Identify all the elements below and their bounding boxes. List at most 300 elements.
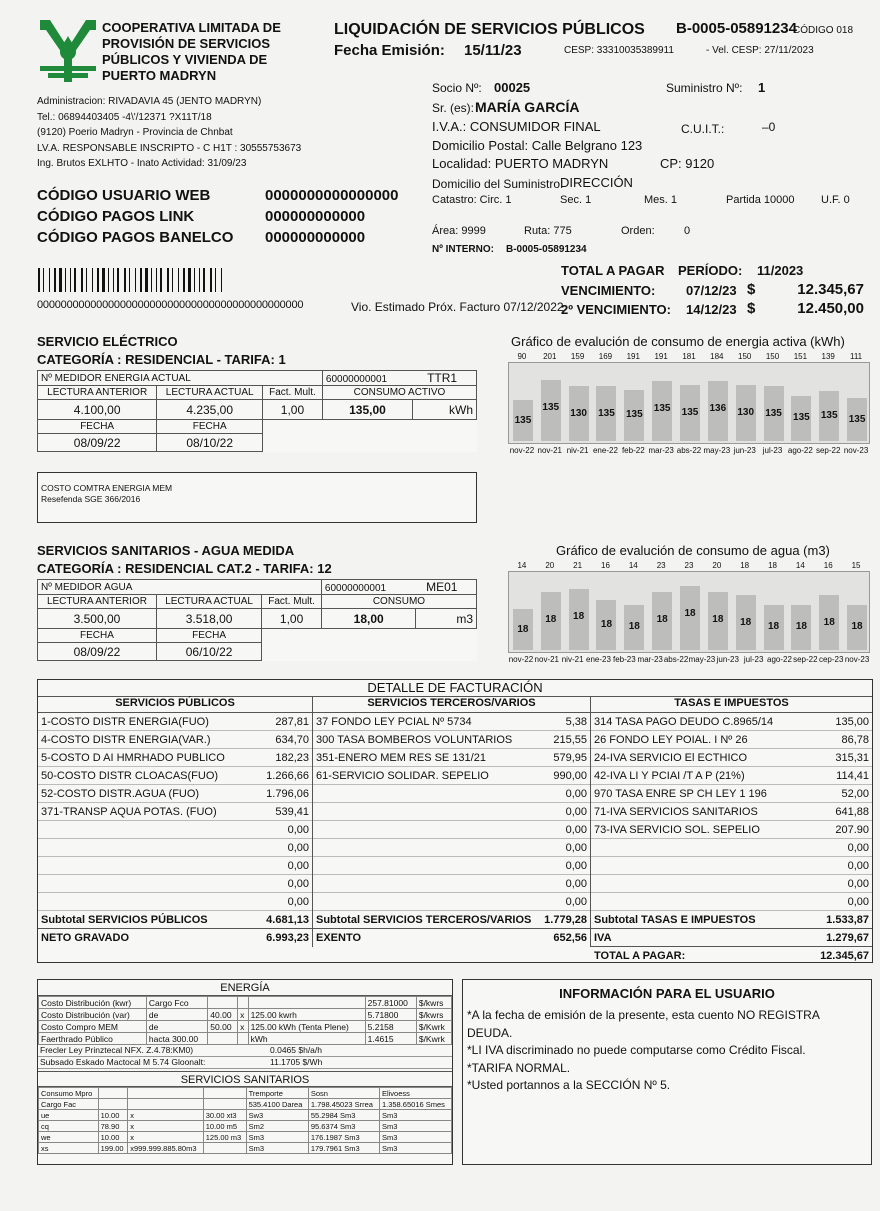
line-item-amount: 182,23 [275, 751, 309, 764]
barcode-bar [167, 268, 169, 292]
chart-top-label: 20 [712, 561, 722, 570]
barcode-bar [108, 268, 109, 292]
line-item-amount: 641,88 [835, 805, 869, 818]
chart-top-label: 191 [626, 352, 640, 361]
barcode-bar [156, 268, 157, 292]
line-item-amount: 315,31 [835, 751, 869, 764]
billing-line-item [313, 875, 590, 893]
sanitary-row [39, 1121, 452, 1132]
chart-x-tick-label: nov-21 [534, 655, 560, 664]
line-item-amount: 0,00 [565, 787, 587, 800]
chart-bar-value: 135 [681, 406, 699, 418]
billing-line-item [591, 713, 872, 731]
sanitary-cell: 10.00 [98, 1132, 128, 1143]
currency-2: $ [747, 300, 756, 317]
sanitary-cell: Sm3 [246, 1143, 308, 1154]
chart-top-label: 90 [517, 352, 527, 361]
billing-line-item [313, 713, 590, 731]
catastro-section: Sec. 1 [560, 194, 592, 206]
chart-bar-value: 18 [656, 613, 668, 625]
chart-bar-value: 18 [628, 621, 640, 633]
sanitary-cell: Sm3 [379, 1143, 451, 1154]
total-to-pay-label: TOTAL A PAGAR [561, 263, 665, 278]
tariff-extra-label: Subsado Eskado Mactocal M 5.74 Gloonalt: [40, 1057, 206, 1067]
line-item-amount: 0,00 [287, 841, 309, 854]
tariff-row [39, 997, 452, 1009]
line-item-amount: 135,00 [835, 715, 869, 728]
barcode-bar [210, 268, 212, 292]
line-item-amount: 0,00 [565, 877, 587, 890]
sanitary-cell: we [39, 1132, 99, 1143]
barcode-number: 000000000000000000000000000000000000000000000 [37, 299, 304, 311]
sanitary-header-cell [98, 1088, 128, 1099]
sanitary-cell: 125.00 m3 [203, 1132, 246, 1143]
public-services-subtotal: Subtotal SERVICIOS PÚBLICOS 4.681,13 [38, 911, 312, 929]
due-amount-2: 12.450,00 [797, 300, 864, 317]
sanitary-row [39, 1143, 452, 1154]
tariff-row [39, 1009, 452, 1021]
third-party-subtotal: Subtotal SERVICIOS TERCEROS/VARIOS 1.779,28 [313, 911, 590, 929]
socio-label: Socio Nº: [432, 81, 482, 95]
line-item-amount: 0,00 [287, 895, 309, 908]
chart-bar-value: 18 [795, 621, 807, 633]
energy-extra-lines [38, 1045, 452, 1069]
sanitary-cell: Sm2 [246, 1121, 308, 1132]
chart-x-tick-label: sep-22 [793, 655, 818, 664]
barcode-bar [49, 268, 50, 292]
user-info-lines: *A la fecha de emisión de la presente, esta cuento NO REGISTRA DEUDA. *LI IVA discriminado no puede computarse como Crédito Fiscal. *TARIFA NORMAL. *Usted portannos a la SECCIÓN Nº 5. [467, 1008, 820, 1092]
sanitary-row [39, 1110, 452, 1121]
chart-bar-value: 135 [765, 407, 782, 419]
sanitary-cell [98, 1099, 128, 1110]
payment-barcode [38, 268, 228, 292]
tariff-cell: 5.71800 [365, 1009, 416, 1021]
chart-bar-value: 18 [851, 621, 863, 633]
tariff-cell [238, 1033, 248, 1045]
chart-x-tick-label: nov-23 [844, 655, 870, 664]
ruta: Ruta: 775 [524, 225, 572, 237]
line-item-concept: 1-COSTO DISTR ENERGIA(FUO) [41, 715, 209, 728]
sanitary-cell: Cargo Fac [39, 1099, 99, 1110]
water-meter-table: Nº MEDIDOR AGUA 60000000001 ME01 LECTURA ANTERIOR LECTURA ACTUAL Fact. Mult. CONSUMO 3.500,00 3.518,00 1,00 18,00 m3 FECHA FECHA 08/09/22 06/10/22 [37, 579, 477, 661]
chart-top-label: 150 [765, 352, 780, 361]
cuit-value: –0 [762, 120, 776, 134]
cesp-expiry: - Vel. CESP: 27/11/2023 [706, 45, 814, 56]
sanitary-cell: Sm3 [246, 1132, 308, 1143]
sanitary-cell: 78.90 [98, 1121, 128, 1132]
sanitary-cell: x999.999.885.80m3 [128, 1143, 204, 1154]
chart-x-tick-label: may-23 [703, 446, 731, 455]
sanitary-cell: 95.6374 Sm3 [308, 1121, 379, 1132]
line-item-amount: 0,00 [565, 859, 587, 872]
chart-bar-value: 135 [598, 407, 615, 419]
billing-line-item [591, 839, 872, 857]
barcode-bar [188, 268, 191, 292]
billing-line-item [38, 821, 312, 839]
chart-bar-value: 135 [820, 410, 838, 422]
billing-line-item [591, 803, 872, 821]
billing-line-item [313, 785, 590, 803]
sanitary-cell: 30.00 xt3 [203, 1110, 246, 1121]
chart-x-tick-label: nov-22 [508, 655, 534, 664]
line-item-amount: 0,00 [847, 895, 869, 908]
invoice-code: CÓDIGO 018 [793, 25, 854, 36]
line-item-amount: 0,00 [565, 895, 587, 908]
barcode-bar [113, 268, 114, 292]
chart-bar-value: 18 [767, 621, 780, 633]
tariff-cell [248, 997, 365, 1009]
sanitary-cell: Sm3 [379, 1121, 451, 1132]
sanitary-tariff-title: SERVICIOS SANITARIOS [38, 1071, 452, 1087]
barcode-bar [92, 268, 93, 292]
chart-bar-value: 135 [793, 412, 810, 424]
energy-tariff-table [38, 996, 452, 1045]
line-item-concept: 371-TRANSP AQUA POTAS. (FUO) [41, 805, 217, 818]
tariff-cell: Faerthrado Público [39, 1033, 147, 1045]
chart-x-tick-label: abs-22 [676, 446, 702, 455]
due-amount-1: 12.345,67 [797, 281, 864, 298]
chart-top-label: 159 [570, 352, 585, 361]
line-item-concept: 26 FONDO LEY POIAL. I Nº 26 [594, 733, 748, 746]
line-item-concept: 61-SERVICIO SOLIDAR. SEPELIO [316, 769, 489, 782]
tariff-cell: Cargo Fco [146, 997, 207, 1009]
line-item-amount: 539,41 [275, 805, 309, 818]
sanitary-cell: xs [39, 1143, 99, 1154]
supply-address-label: Domicilio del Suministro: [432, 177, 564, 191]
chart-bar-value: 130 [737, 406, 755, 418]
barcode-bar [86, 268, 87, 292]
postal-code: CP: 9120 [660, 156, 715, 171]
tariff-row [39, 1033, 452, 1045]
energy-tariff-title: ENERGÍA [38, 980, 452, 996]
cuit-label: C.U.I.T.: [681, 122, 725, 136]
chart-bar-value: 18 [517, 623, 529, 635]
sanitary-cell [128, 1099, 204, 1110]
sanitary-cell: 535.4100 Darea [246, 1099, 308, 1110]
energy-chart-x-labels [508, 446, 870, 458]
chart-bar-value: 135 [653, 403, 671, 415]
barcode-bar [97, 268, 99, 292]
tariff-cell: x [238, 1009, 248, 1021]
chart-x-tick-label: nov-22 [509, 446, 535, 455]
payment-codes: CÓDIGO USUARIO WEB 0000000000000000 CÓDIGO PAGOS LINK 000000000000 CÓDIGO PAGOS BANELCO 000000000000 [37, 187, 399, 246]
user-info-box [462, 979, 872, 1165]
currency-1: $ [747, 281, 756, 298]
chart-bar-value: 135 [542, 402, 560, 414]
line-item-concept: 37 FONDO LEY PCIAL Nº 5734 [316, 715, 472, 728]
iva-condition: I.V.A.: CONSUMIDOR FINAL [432, 119, 601, 134]
tariff-cell: $/Kwrk [416, 1021, 451, 1033]
billing-line-item [591, 893, 872, 911]
sanitary-cell: ue [39, 1110, 99, 1121]
tariff-cell: 125.00 kWh (Tenta Plene) [248, 1021, 365, 1033]
tariff-cell [238, 997, 248, 1009]
due-date-2-label: 2º VENCIMIENTO: [561, 302, 671, 317]
line-item-amount: 634,70 [275, 733, 309, 746]
catastro: Catastro: Circ. 1 [432, 194, 512, 206]
chart-top-label: 14 [628, 561, 638, 570]
tariff-cell: $/kwrs [416, 1009, 451, 1021]
tariff-cell: 1.4615 [365, 1033, 416, 1045]
cooperative-logo [38, 16, 98, 86]
line-item-amount: 287,81 [275, 715, 309, 728]
chart-x-tick-label: jun-23 [716, 655, 739, 664]
tariff-cell: $/kwrs [416, 997, 451, 1009]
barcode-bar [74, 268, 76, 292]
chart-top-label: 18 [740, 561, 750, 570]
line-item-concept: 5-COSTO D AI HMRHADO PUBLICO [41, 751, 225, 764]
line-item-amount: 215,55 [553, 733, 587, 746]
tariff-cell: Costo Compro MEM [39, 1021, 147, 1033]
chart-x-tick-label: niv-21 [561, 655, 584, 664]
chart-bar-value: 18 [712, 614, 724, 626]
unidad-funcional: U.F. 0 [821, 194, 850, 206]
sanitary-header-cell: Elivoess [379, 1088, 451, 1099]
chart-bar-value: 18 [600, 619, 613, 631]
barcode-bar [102, 268, 105, 292]
tariff-cell: x [238, 1021, 248, 1033]
billing-line-item [38, 839, 312, 857]
line-item-concept: 24-IVA SERVICIO El ECTHICO [594, 751, 748, 764]
chart-x-tick-label: jun-23 [733, 446, 756, 455]
line-item-amount: 0,00 [565, 823, 587, 836]
barcode-bar [124, 268, 126, 292]
water-category: CATEGORÍA : RESIDENCIAL CAT.2 - TARIFA: 12 [37, 561, 332, 576]
chart-top-label: 14 [795, 561, 805, 570]
chart-x-tick-label: feb-23 [613, 655, 636, 664]
chart-x-tick-label: jul-23 [743, 655, 764, 664]
sanitary-cell: Sm3 [379, 1132, 451, 1143]
energy-cost-note: COSTO COMTRA ENERGIA MEM Resefenda SGE 366/2016 [37, 472, 477, 523]
tariff-cell: 40.00 [208, 1009, 238, 1021]
sanitary-cell: 199.00 [98, 1143, 128, 1154]
billing-line-item [591, 785, 872, 803]
billing-line-item [38, 713, 312, 731]
chart-x-tick-label: sep-22 [815, 446, 841, 455]
chart-x-tick-label: cep-23 [818, 655, 844, 664]
public-services-column [38, 697, 313, 947]
chart-x-tick-label: may-23 [688, 655, 716, 664]
due-date-1: 07/12/23 [686, 283, 737, 298]
chart-top-label: 23 [656, 561, 666, 570]
sanitary-cell: 10.00 [98, 1110, 128, 1121]
billing-line-item [38, 857, 312, 875]
billing-detail [37, 679, 873, 963]
water-consumption-chart [508, 571, 870, 653]
barcode-bar [145, 268, 148, 292]
third-party-services-column [313, 697, 591, 947]
billing-line-item [313, 839, 590, 857]
electric-meter-table: Nº MEDIDOR ENERGIA ACTUAL 60000000001 TTR1 LECTURA ANTERIOR LECTURA ACTUAL Fact. Mult. CONSUMO ACTIVO 4.100,00 4.235,00 1,00 135,00 kWh FECHA FECHA 08/09/22 08/10/22 [37, 370, 477, 452]
sanitary-header-cell: Consumo Mpro [39, 1088, 99, 1099]
barcode-bar [221, 268, 222, 292]
line-item-amount: 0,00 [287, 823, 309, 836]
tariff-cell: 125.00 kwrh [248, 1009, 365, 1021]
line-item-amount: 114,41 [836, 769, 869, 782]
billing-line-item [38, 749, 312, 767]
chart-x-tick-label: ene-22 [592, 446, 618, 455]
billing-line-item [313, 749, 590, 767]
sanitary-cell: 1.358.65016 Smes [379, 1099, 451, 1110]
barcode-bar [70, 268, 71, 292]
tariff-cell: 257.81000 [365, 997, 416, 1009]
tariff-cell: kWh [248, 1033, 365, 1045]
barcode-bar [203, 268, 205, 292]
line-item-amount: 0,00 [847, 859, 869, 872]
line-item-amount: 579,95 [553, 751, 587, 764]
tariff-cell: de [146, 1021, 207, 1033]
tariff-cell: Costo Distribución (var) [39, 1009, 147, 1021]
chart-top-label: 151 [793, 352, 808, 361]
tariff-cell: de [146, 1009, 207, 1021]
sanitary-header-cell: Sosn [308, 1088, 379, 1099]
chart-x-tick-label: abs-22 [663, 655, 689, 664]
tariff-cell: Costo Distribución (kwr) [39, 997, 147, 1009]
barcode-bar [151, 268, 152, 292]
internal-number-label: Nº INTERNO: [432, 244, 494, 255]
tariff-row [39, 1021, 452, 1033]
chart-x-tick-label: feb-22 [621, 446, 645, 455]
barcode-bar [54, 268, 56, 292]
sanitary-cell: cq [39, 1121, 99, 1132]
billing-line-item [313, 803, 590, 821]
public-services-header: SERVICIOS PÚBLICOS [38, 697, 312, 713]
iva-total: IVA 1.279,67 [591, 929, 872, 947]
sanitary-cell: 176.1987 Sm3 [308, 1132, 379, 1143]
line-item-concept: 52-COSTO DISTR.AGUA (FUO) [41, 787, 200, 800]
chart-x-tick-label: jul-23 [762, 446, 783, 455]
taxes-header: TASAS E IMPUESTOS [591, 697, 872, 713]
line-item-concept: 300 TASA BOMBEROS VOLUNTARIOS [316, 733, 513, 746]
barcode-bar [183, 268, 185, 292]
organization-info: Administracion: RIVADAVIA 45 (JENTO MADRYN) Tel.: 06894403405 -4\'/12371 ?X11T/18 (9120) Poerio Madryn - Provincia de Chnbat LV.A. RESPONSABLE INSCRIPTO - C H1T : 30555753673 Ing. Brutos EXLHTO - Inato Actividad: 31/09/23 [37, 96, 302, 169]
chart-top-label: 14 [517, 561, 527, 570]
line-item-amount: 0,00 [565, 805, 587, 818]
sanitary-header-cell: Tremporte [246, 1088, 308, 1099]
sanitary-cell: Sm3 [379, 1110, 451, 1121]
issue-date: 15/11/23 [464, 42, 522, 59]
chart-top-label: 181 [682, 352, 696, 361]
billing-line-item [38, 893, 312, 911]
user-info-title: INFORMACIÓN PARA EL USUARIO [559, 986, 775, 1001]
barcode-bar [160, 268, 162, 292]
sanitary-cell: 55.2984 Sm3 [308, 1110, 379, 1121]
sanitary-row [39, 1099, 452, 1110]
due-date-1-label: VENCIMIENTO: [561, 283, 656, 298]
chart-x-tick-label: ago-22 [767, 655, 792, 664]
line-item-amount: 207.90 [835, 823, 869, 836]
electric-category: CATEGORÍA : RESIDENCIAL - TARIFA: 1 [37, 352, 286, 367]
billing-line-item [313, 893, 590, 911]
chart-top-label: 18 [768, 561, 777, 570]
chart-bar-value: 18 [823, 616, 835, 628]
water-chart-top-labels [508, 561, 870, 571]
barcode-bar [65, 268, 66, 292]
barcode-bar [178, 268, 179, 292]
chart-bar-value: 18 [545, 614, 557, 626]
chart-top-label: 139 [821, 352, 835, 361]
line-item-concept: 50-COSTO DISTR CLOACAS(FUO) [41, 769, 219, 782]
chart-bar-value: 18 [740, 616, 752, 628]
tariff-cell: 5.2158 [365, 1021, 416, 1033]
chart-x-tick-label: ago-22 [787, 446, 813, 455]
tariff-extra-line [38, 1045, 452, 1057]
chart-top-label: 169 [598, 352, 613, 361]
tariff-cell: $/Kwrk [416, 1033, 451, 1045]
line-item-concept: 73-IVA SERVICIO SOL. SEPELIO [594, 823, 760, 836]
suministro-number: 1 [758, 80, 766, 95]
barcode-bar [194, 268, 195, 292]
barcode-bar [81, 268, 83, 292]
document-title: LIQUIDACIÓN DE SERVICIOS PÚBLICOS [334, 21, 645, 38]
chart-top-label: 21 [573, 561, 583, 570]
chart-x-tick-label: mar-23 [637, 655, 663, 664]
period: 11/2023 [757, 263, 804, 278]
billing-line-item [591, 875, 872, 893]
billing-line-item [313, 821, 590, 839]
line-item-amount: 5,38 [565, 715, 587, 728]
billing-detail-title: DETALLE DE FACTURACIÓN [38, 680, 872, 697]
line-item-concept: 314 TASA PAGO DEUDO C.8965/14 [594, 715, 774, 728]
supply-address: DIRECCIÓN [560, 175, 633, 190]
chart-top-label: 23 [684, 561, 694, 570]
billing-line-item [38, 785, 312, 803]
client-name-label: Sr. (es): [432, 101, 475, 115]
area: Área: 9999 [432, 225, 486, 237]
billing-line-item [591, 767, 872, 785]
sanitary-cell: x [128, 1132, 204, 1143]
taxes-subtotal: Subtotal TASAS E IMPUESTOS 1.533,87 [591, 911, 872, 929]
tariff-cell: hacta 300.00 [146, 1033, 207, 1045]
line-item-amount: 52,00 [841, 787, 869, 800]
neto-gravado: NETO GRAVADO 6.993,23 [41, 932, 309, 944]
barcode-bar [135, 268, 136, 292]
tariff-extra-value: 0.0465 $h/a/h [270, 1045, 322, 1055]
barcode-bar [43, 268, 44, 292]
chart-top-label: 111 [849, 352, 863, 361]
water-chart-x-labels [508, 655, 870, 667]
electric-service-title: SERVICIO ELÉCTRICO [37, 334, 178, 349]
billing-line-item [38, 767, 312, 785]
issue-date-label: Fecha Emisión: [334, 42, 445, 59]
tariff-cell [208, 1033, 238, 1045]
cesp-number: CESP: 33310035389911 [564, 45, 674, 56]
line-item-amount: 0,00 [847, 877, 869, 890]
exento: EXENTO 652,56 [316, 932, 587, 944]
sanitary-cell: Sw3 [246, 1110, 308, 1121]
billing-line-item [313, 731, 590, 749]
chart-top-label: 15 [851, 561, 861, 570]
sanitary-cell: 10.00 m5 [203, 1121, 246, 1132]
sanitary-tariff-table [38, 1087, 452, 1154]
catastro-mes: Mes. 1 [644, 194, 678, 206]
energy-chart-top-labels [508, 352, 870, 362]
barcode-bar [117, 268, 119, 292]
partida: Partida 10000 [726, 194, 795, 206]
water-service-title: SERVICIOS SANITARIOS - AGUA MEDIDA [37, 543, 295, 558]
chart-top-label: 16 [823, 561, 833, 570]
barcode-bar [38, 268, 40, 292]
sanitary-cell [203, 1143, 246, 1154]
chart-x-tick-label: nov-23 [843, 446, 869, 455]
chart-bar-value: 135 [514, 414, 532, 426]
barcode-bar [140, 268, 142, 292]
line-item-amount: 86,78 [841, 733, 869, 746]
client-name: MARÍA GARCÍA [475, 99, 580, 115]
detail-total: TOTAL A PAGAR: 12.345,67 [594, 950, 869, 962]
line-item-amount: 0,00 [565, 841, 587, 854]
chart-x-tick-label: mar-23 [648, 446, 674, 455]
